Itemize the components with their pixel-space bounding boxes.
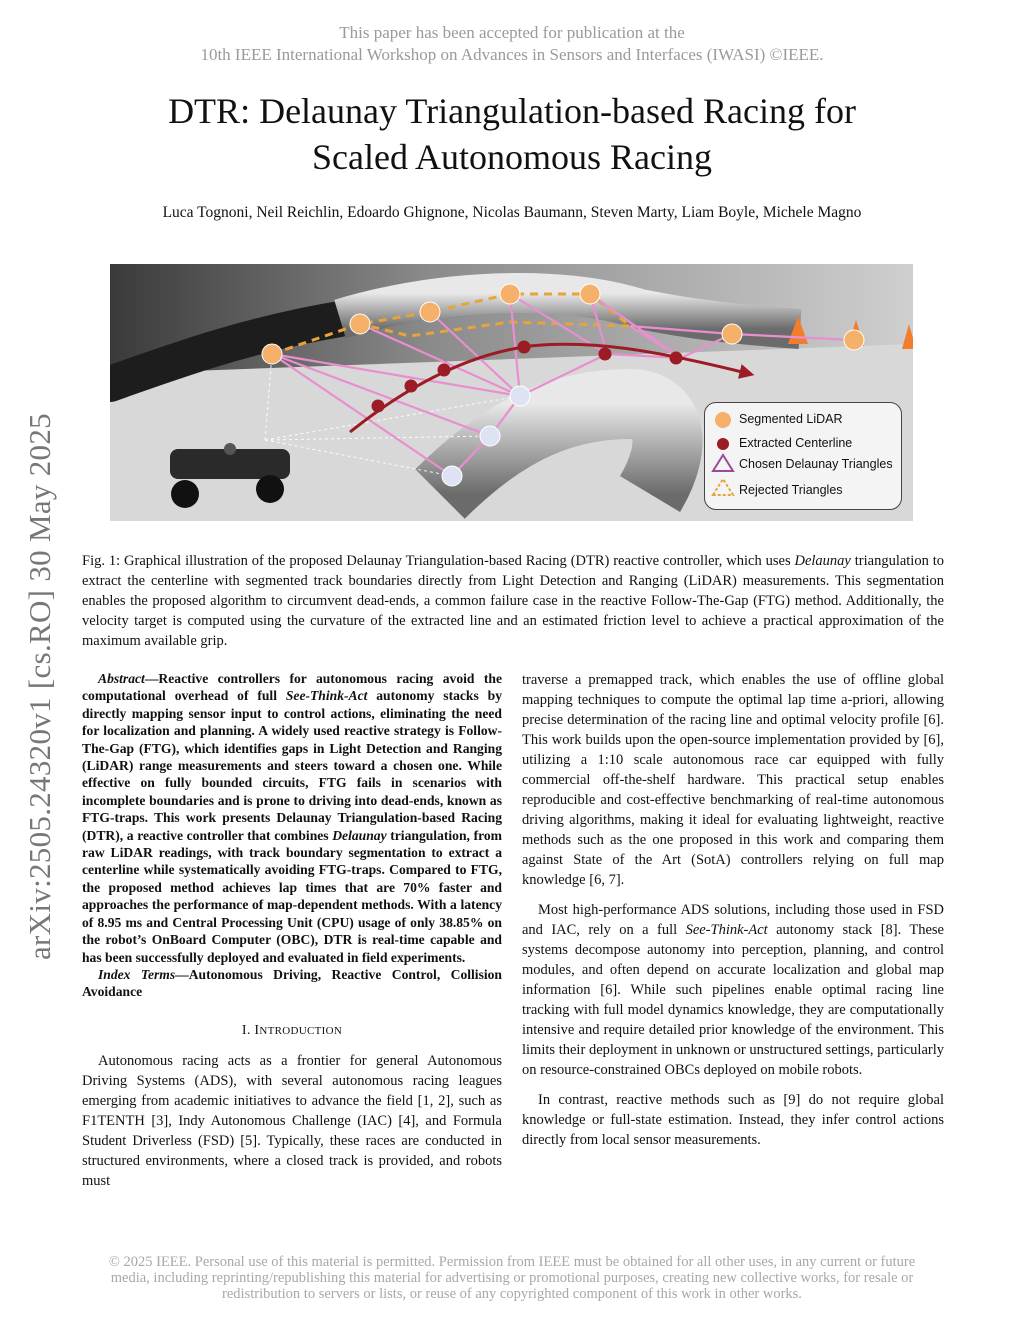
author-list: Luca Tognoni, Neil Reichlin, Edoardo Ghignone, Nicolas Baumann, Steven Marty, Liam Boyle, Michele Magno [162, 204, 862, 221]
right-paragraph-1: traverse a premapped track, which enables the use of offline global mapping techniques to compute the optimal lap time a-priori, allowing precise determination of the racing line and optimal velocity profile [6]. This work builds upon the open-source implementation provided by [6], utilizing a 1:10 scale autonomous race car equipped with fully commercial off-the-shelf hardware. This practical setup enables reproducible and cost-effective benchmarking of real-time autonomous driving algorithms, making it ideal for evaluating lightweight, reactive methods such as the one proposed in this work and comparing them against State of the Art (SotA) controllers relying on full map knowledge [6, 7]. [522, 672, 944, 888]
paper-title [60, 88, 964, 180]
figure-caption [82, 551, 944, 651]
abstract-label: Abstract [98, 671, 145, 686]
caption-text-2: triangulation to extract the centerline with segmented track boundaries directly from Light Detection and Ranging (LiDAR) measurements. This segmentation enables the proposed algorithm to circumvent dead-ends, a common failure case in the reactive Follow-The-Gap (FTG) method. Additionally, the velocity target is computed using the curvature of the extracted line and an estimated friction level to achieve a practical approximation of the maximum available grip. [82, 553, 945, 649]
index-terms: Index Terms—Autonomous Driving, Reactive Control, Collision Avoidance [82, 966, 502, 1000]
figure-1 [110, 264, 913, 521]
right-paragraph-3: In contrast, reactive methods such as [9] do not require global knowledge or full-state estimation. Instead, they infer control actions directly from local sensor measurements. [522, 1092, 944, 1148]
abstract: Abstract—Reactive controllers for autonomous racing avoid the computational overhead of full See-Think-Act autonomy stacks by directly mapping sensor input to control actions, eliminating the need for localization and planning. A widely used reactive strategy is Follow-The-Gap (FTG), which identifies gaps in Light Detection and Ranging (LiDAR) range measurements and steers toward a chosen one. While effective on fully bounded circuits, FTG fails in scenarios with incomplete boundaries and is prone to driving into dead-ends, known as FTG-traps. This work presents Delaunay Triangulation-based Racing (DTR), a reactive controller that combines Delaunay triangulation, from raw LiDAR readings, with track boundary segmentation to extract a centerline while systematically avoiding FTG-traps. Compared to FTG, the proposed method achieves lap times that are 70% faster and approaches the performance of map-dependent methods. With a latency of 8.95 ms and Central Processing Unit (CPU) usage of only 38.85% on the robot’s OnBoard Computer (OBC), DTR is real-time capable and has been successfully deployed and evaluated in field experiments. [82, 671, 503, 965]
notice-line-1: This paper has been accepted for publication at the [339, 23, 685, 42]
title-line-2: Scaled Autonomous Racing [312, 137, 712, 177]
legend-rejected-swatch [713, 479, 733, 495]
caption-label: Fig. 1: [82, 553, 121, 569]
copyright-footer [20, 1254, 1004, 1302]
footer-line-1: © 2025 IEEE. Personal use of this material is permitted. Permission from IEEE must be obtained for all other uses, in any current or future [108, 1254, 916, 1270]
legend-segmented-swatch [715, 412, 731, 428]
legend-chosen-label: Chosen Delaunay Triangles [739, 457, 893, 471]
intro-paragraph: Autonomous racing acts as a frontier for general Autonomous Driving Systems (ADS), with several autonomous racing leagues emerging from academic initiatives to advance the field [1, 2], such as F1TENTH [3], Indy Autonomous Challenge (IAC) [4], and Formula Student Driverless (FSD) [5]. Typically, these races are conducted in structured environments, where a closed track is provided, and robots must [82, 1052, 502, 1189]
right-column [522, 670, 944, 1150]
title-line-1: DTR: Delaunay Triangulation-based Racing for [168, 91, 856, 131]
legend-rejected-label: Rejected Triangles [739, 483, 843, 497]
legend-segmented-label: Segmented LiDAR [739, 412, 843, 426]
caption-text-1: Graphical illustration of the proposed Delaunay Triangulation-based Racing (DTR) reactive controller, which uses [120, 553, 795, 569]
right-paragraph-2: Most high-performance ADS solutions, including those used in FSD and IAC, rely on a full See-Think-Act autonomy stack [8]. These systems decompose autonomy into perception, planning, and control modules, and often depend on accurate localization and global map information [6]. While such pipelines enable optimal racing line tracking with full model dynamics knowledge, they are computationally intensive and require detailed prior knowledge of the environment. This limits their deployment in unknown or unstructured settings, particularly on resource-constrained OBCs deployed on mobile robots. [522, 902, 944, 1078]
index-terms-label: Index Terms [98, 966, 176, 982]
arxiv-identifier: arXiv:2505.24320v1 [cs.RO] 30 May 2025 [22, 413, 57, 960]
publication-notice [0, 22, 1024, 66]
notice-line-2: 10th IEEE International Workshop on Advances in Sensors and Interfaces (IWASI) ©IEEE. [200, 45, 824, 64]
figure-legend [704, 402, 902, 510]
caption-italic: Delaunay [794, 553, 851, 569]
left-column [82, 670, 502, 1191]
section-heading-introduction: I. INTRODUCTION [241, 1022, 343, 1038]
legend-centerline-swatch [717, 438, 729, 450]
footer-line-2: media, including reprinting/republishing this material for advertising or promotional purposes, creating new collective works, for resale or [110, 1270, 914, 1286]
legend-centerline-label: Extracted Centerline [739, 436, 853, 450]
legend-chosen-swatch [713, 455, 733, 471]
footer-line-3: redistribution to servers or lists, or reuse of any copyrighted component of this work in other works. [222, 1286, 802, 1302]
